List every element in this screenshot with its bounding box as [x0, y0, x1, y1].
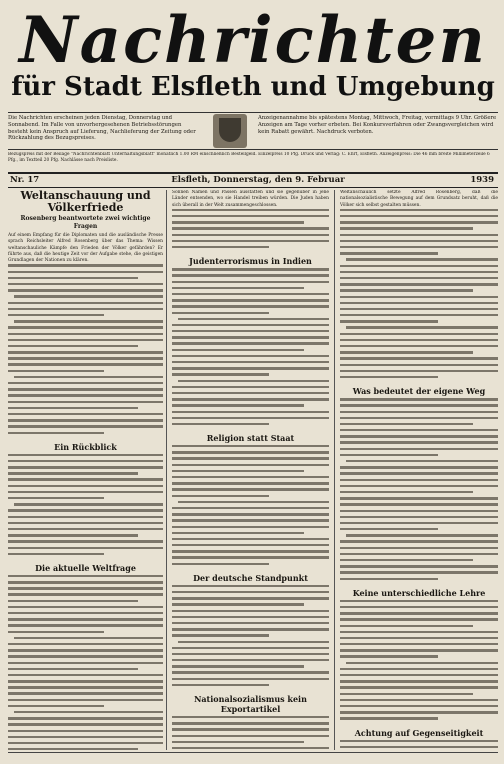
column-rule: [334, 190, 335, 750]
lead-headline: Weltanschauung und Völkerfriede: [20, 190, 151, 214]
section-heading: Keine unterschiedliche Lehre: [352, 587, 486, 598]
delivery-notice: Die Nachrichten erscheinen jeden Dienstag, Donnerstag und Sonnabend. Im Falle von unvorhergesehenen Betriebsstörungen besteht kein Anspruch auf Lieferung, Nachlieferung der Zeitung oder Rückzahlung des Bezugspreises.: [8, 115, 196, 142]
article-text: [340, 398, 498, 584]
section-heading: Was bedeutet der eigene Weg: [352, 386, 486, 397]
article-text: [8, 454, 163, 559]
info-bar: [8, 112, 498, 150]
column-3: [340, 190, 498, 750]
masthead-subtitle: für Stadt Elsfleth und Umgebung: [11, 72, 495, 102]
article-text: [172, 716, 329, 750]
article-text: [172, 445, 329, 569]
section-heading: Der deutsche Standpunkt: [193, 572, 308, 583]
masthead-title: Nachrichten: [19, 3, 487, 78]
price-info: Bezugspreis mit der Beilage "Nachrichtenblatt Unterhaltungsblatt" monatlich 1.00 RM einschließlich Bestellgeld. Einzelpreis 10 Pfg. Druck und Verlag: C. Ehrt, Elsfleth. Anzeigenpreis: Die 46 mm breite Millimeterzeile 6 Pfg., im Textteil 20 Pfg. Nachlässe nach Preisliste.: [8, 152, 490, 163]
column-2: [172, 190, 329, 750]
article-text: [8, 264, 163, 437]
section-heading: Religion statt Staat: [206, 433, 295, 444]
section-heading: Achtung auf Gegenseitigkeit: [354, 727, 484, 738]
article-text: [172, 268, 329, 429]
issue-date: Elsfleth, Donnerstag, den 9. Februar: [171, 175, 345, 185]
article-text: [340, 600, 498, 724]
town-crest-icon: [213, 114, 247, 148]
section-heading: Judenterrorismus in Indien: [189, 256, 312, 267]
col3-intro: Weltanschaulich setzte Alfred Rosenberg, daß die nationalsozialistische Bewegung auf dem Grundsatz beruht, daß die Völker sich selbst gestalten müssen.: [340, 190, 498, 208]
masthead: [4, 3, 502, 112]
article-text: [8, 575, 163, 750]
section-heading: Ein Rückblick: [54, 441, 117, 452]
lead-subhead: Rosenberg beantwortete zwei wichtige Fragen: [20, 215, 151, 230]
issue-number: Nr. 17: [10, 175, 40, 185]
ad-notice: Anzeigenannahme bis spätestens Montag, Mittwoch, Freitag, vormittags 9 Uhr. Größere Anzeigen am Tage vorher erbeten. Bei Konkursverfahren oder Zwangsvergleichen wird kein Rabatt gewährt. Nachdruck verboten.: [258, 115, 497, 135]
article-text: [340, 740, 498, 750]
column-rule: [166, 190, 167, 750]
issue-year: 1939: [470, 175, 494, 185]
article-text: [172, 209, 329, 252]
page-bottom-rule: [8, 752, 498, 753]
section-heading: Die aktuelle Weltfrage: [35, 562, 136, 573]
article-text: [172, 585, 329, 690]
section-heading: Nationalsozialismus kein Exportartikel: [194, 694, 307, 715]
dateline: [8, 172, 498, 188]
column-1: [8, 190, 163, 750]
lead-intro: Auf einem Empfang für die Diplomaten und die ausländische Presse sprach Reichsleiter Alfred Rosenberg über das Thema: Wissen weltanschauliche Kämpfe den Frieden der Völker gefährden? Er führte aus, daß die heutige Zeit vor der Aufgabe stehe, die geistigen Grundlagen der Nationen zu klären.: [8, 233, 163, 264]
col2-intro: Sonnen Namen und Pässen ausstatten und sie gegenüber in jene Länder entsenden, wo sie Handel treiben würden. Die Juden haben sich überall in der Welt zusammengeschlossen.: [172, 190, 329, 208]
article-text: [340, 209, 498, 382]
